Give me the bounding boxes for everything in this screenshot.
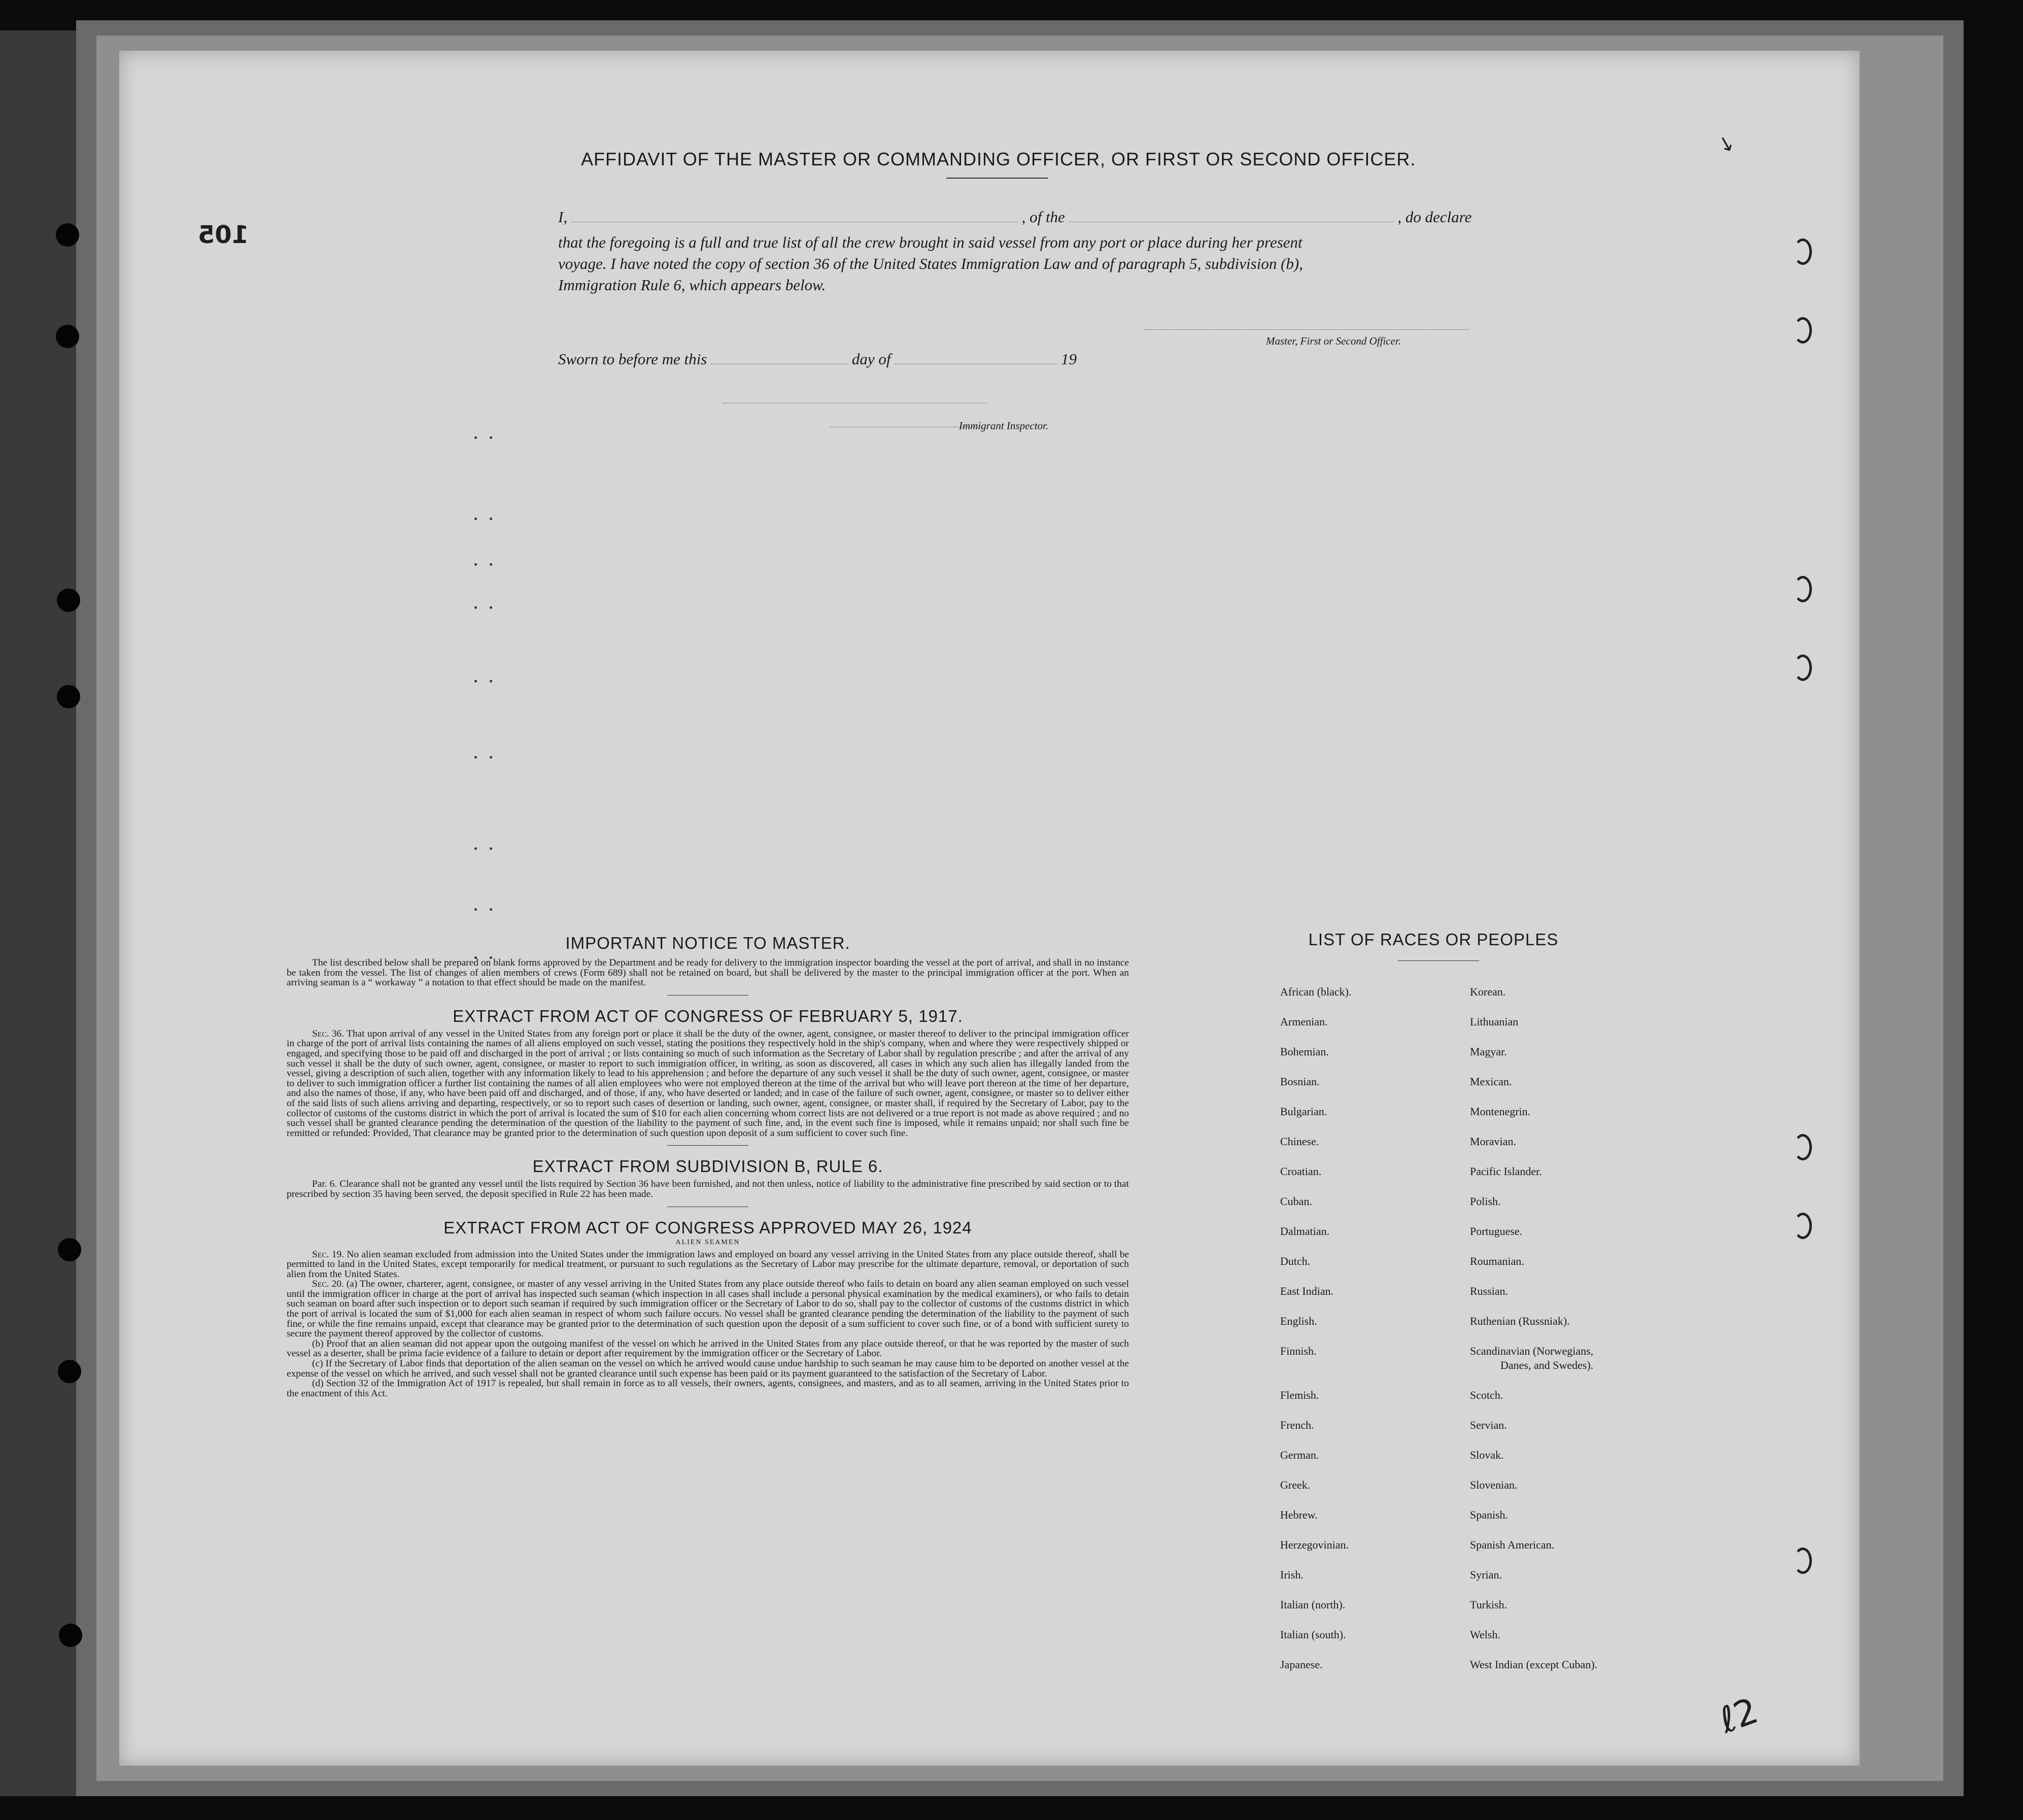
- margin-dot: [490, 847, 492, 850]
- sec20-label: Sec. 20.: [312, 1279, 344, 1290]
- race-item: Dutch.: [1280, 1255, 1311, 1267]
- extract-1917-text: [287, 1029, 1129, 1139]
- affidavit-declare-line: [558, 208, 1614, 226]
- race-item: Moravian.: [1470, 1135, 1517, 1148]
- race-item: Croatian.: [1280, 1165, 1322, 1178]
- signature-label: Master, First or Second Officer.: [1266, 335, 1401, 347]
- binder-hole: [58, 1360, 81, 1383]
- binder-clip: [1794, 655, 1812, 681]
- race-item-continuation: Danes, and Swedes).: [1500, 1359, 1594, 1371]
- binder-clip: [1794, 1134, 1812, 1160]
- alien-seamen-subheading: ALIEN SEAMEN: [675, 1238, 740, 1246]
- race-item: West Indian (except Cuban).: [1470, 1658, 1598, 1671]
- notices-column: [287, 934, 1129, 1398]
- race-item: Spanish American.: [1470, 1538, 1555, 1551]
- margin-dot: [490, 518, 492, 520]
- race-item: Portuguese.: [1470, 1225, 1523, 1238]
- notice-text: [287, 958, 1129, 988]
- handwritten-mark: ℓ2: [1714, 1689, 1764, 1742]
- race-item: Pacific Islander.: [1470, 1165, 1542, 1178]
- binder-clip: [1794, 1213, 1812, 1239]
- race-item: Bulgarian.: [1280, 1105, 1327, 1118]
- inspector-label: Immigrant Inspector.: [959, 420, 1049, 432]
- margin-dot: [474, 436, 477, 439]
- races-underline: [1398, 960, 1479, 961]
- vessel-name-blank[interactable]: [1069, 221, 1394, 222]
- notice-heading: IMPORTANT NOTICE TO MASTER.: [565, 934, 850, 952]
- race-item: Slovak.: [1470, 1449, 1504, 1461]
- margin-dot: [490, 756, 492, 759]
- race-item: Scotch.: [1470, 1389, 1503, 1401]
- rule6-paragraph: Par. 6. Clearance shall not be granted any vessel until the lists required by Section 36 have been furnished, and not then unless, notice of liability to the administrative fine prescribed by said section or to that prescribed by section 35 having been served, the deposit specified in Rule 22 has been made.: [287, 1179, 1129, 1199]
- officer-name-blank[interactable]: [571, 221, 1018, 222]
- margin-dot: [490, 436, 492, 439]
- declare-end: , do declare: [1397, 208, 1472, 226]
- margin-dot: [474, 518, 477, 520]
- sec19-text: No alien seaman excluded from admission into the United States under the immigration laws and employed on board any vessel arriving in the United States from any place outside thereof, shall be permitted to land in the United States, except temporarily for medical treatment, or pursuant to such regulations as the Secretary of Labor may prescribe for the ultimate departure, removal, or deportation of such alien from the United States.: [287, 1249, 1129, 1280]
- race-item: Bosnian.: [1280, 1075, 1320, 1088]
- binder-clip: [1794, 576, 1812, 602]
- race-item: Servian.: [1470, 1419, 1507, 1431]
- declare-of: , of the: [1021, 208, 1065, 226]
- extract-1924-heading: EXTRACT FROM ACT OF CONGRESS APPROVED MAY 26, 1924: [443, 1218, 972, 1237]
- sworn-prefix: Sworn to before me this: [558, 350, 707, 368]
- race-item: Polish.: [1470, 1195, 1501, 1208]
- race-item: Dalmatian.: [1280, 1225, 1330, 1238]
- extract-1924-text: [287, 1250, 1129, 1399]
- affidavit-body-line-2: voyage. I have noted the copy of section 36 of the United States Immigration Law and of paragraph 5, subdivision (b),: [558, 255, 1303, 272]
- sec36-text: That upon arrival of any vessel in the United States from any foreign port or place it shall be the duty of the owner, agent, consignee, or master thereof to deliver to the principal immigration officer in charge of the port of arrival lists containing the names of all aliens employed on such vessel, stating the positions they respectively hold in the ship's company, when and where they were respectively shipped or engaged, and specifying those to be paid off and discharged in the port of arrival ; or lists containing so much of such information as the Secretary of Labor shall by regulation prescribe ; and after the arrival of any such vessel it shall be the duty of such owner, agent, consignee, or master to report to such immigration officer, in writing, as soon as discovered, all cases in which any such alien has illegally landed from the vessel, giving a description of such alien, together with any information likely to lead to his apprehension ; and before the departure of any such vessel it shall be the duty of such owner, agent, consignee, or master to deliver to such immigration officer a further list containing the names of all alien employees who were not employed thereon at the time of the arrival but who will leave port thereon at the time of her departure, and also the names of those, if any, who have been paid off and discharged, and of those, if any, who have deserted or landed; and in case of the failure of such owner, agent, consignee, or master so to deliver either of the said lists of such aliens arriving and departing, respectively, or so to report such cases of desertion or landing, such owner, agent, consignee, or master shall, if required by the Secretary of Labor, pay to the collector of customs of the customs district in which the port of arrival is located the sum of $10 for each alien concerning whom correct lists are not delivered or a true report is not made as above required ; and no such vessel shall be granted clearance pending the determination of the question of the liability to the payment of such fine, and, in the event such fine is imposed, while it remains unpaid; nor shall such fine be remitted or refunded: Provided, That clearance may be granted prior to the determination of such question upon deposit of a sum sufficient to cover such fine.: [287, 1028, 1129, 1139]
- race-item: Ruthenian (Russniak).: [1470, 1315, 1570, 1327]
- race-item: Chinese.: [1280, 1135, 1319, 1148]
- declare-i: I,: [558, 208, 568, 226]
- race-item: Korean.: [1470, 985, 1506, 998]
- race-item: Mexican.: [1470, 1075, 1512, 1088]
- race-item: Cuban.: [1280, 1195, 1312, 1208]
- race-item: Lithuanian: [1470, 1015, 1519, 1028]
- race-item: Magyar.: [1470, 1045, 1507, 1058]
- race-item: Welsh.: [1470, 1628, 1500, 1641]
- race-item: English.: [1280, 1315, 1317, 1327]
- race-item: Greek.: [1280, 1479, 1311, 1491]
- binder-hole: [58, 1238, 81, 1261]
- margin-dot: [490, 563, 492, 566]
- race-item: Italian (south).: [1280, 1628, 1346, 1641]
- extract-1917-heading: EXTRACT FROM ACT OF CONGRESS OF FEBRUARY 5, 1917.: [453, 1006, 963, 1025]
- race-item: Hebrew.: [1280, 1508, 1318, 1521]
- race-item: Flemish.: [1280, 1389, 1319, 1401]
- affidavit-body-line-3: Immigration Rule 6, which appears below.: [558, 276, 826, 294]
- sworn-date-blank[interactable]: [711, 363, 848, 364]
- notice-paragraph: The list described below shall be prepared on blank forms approved by the Department and be ready for delivery to the immigration inspector boarding the vessel at the port of arrival, and shall in no instance be taken from the vessel. The list of changes of alien members of crews (Form 689) shall not be retained on board, but shall be delivered by the master to the principal immigration officer at the port. When an arriving seaman is a “ workaway ” a notation to that effect should be made on the manifest.: [287, 957, 1129, 988]
- sec20d-text: (d) Section 32 of the Immigration Act of 1917 is repealed, but shall remain in force as to all vessels, their owners, agents, consignees, and masters, and as to all seamen, arriving in the United States prior to the enactment of this Act.: [287, 1378, 1129, 1399]
- binder-clip: [1794, 238, 1812, 265]
- margin-dot: [490, 908, 492, 911]
- sec20b-text: (b) Proof that an alien seaman did not appear upon the outgoing manifest of the vessel on which he arrived in the United States from any place outside thereof, or that he was reported by the master of such vessel as a deserter, shall be prima facie evidence of a failure to detain or deport after requirement by the immigration officer or the Secretary of Labor.: [287, 1338, 1129, 1359]
- section-divider: [667, 1145, 748, 1146]
- margin-dot: [474, 606, 477, 609]
- race-item: Armenian.: [1280, 1015, 1328, 1028]
- binder-hole: [56, 325, 79, 348]
- race-item: Syrian.: [1470, 1568, 1502, 1581]
- extract-rule6-text: [287, 1179, 1129, 1199]
- margin-dot: [474, 908, 477, 911]
- binder-hole: [57, 685, 80, 708]
- affidavit-title: AFFIDAVIT OF THE MASTER OR COMMANDING OFFICER, OR FIRST OR SECOND OFFICER.: [581, 149, 1416, 169]
- binder-clip: [1794, 317, 1812, 344]
- race-item: Herzegovinian.: [1280, 1538, 1349, 1551]
- race-item: Spanish.: [1470, 1508, 1508, 1521]
- sec20c-text: (c) If the Secretary of Labor finds that deportation of the alien seaman on the vessel on which he arrived would cause undue hardship to such seaman he may cause him to be deported on another vessel at the expense of the vessel on which he arrived, and such vessel shall not be granted clearance until such expense has been paid or its payment guaranteed to the satisfaction of the Secretary of Labor.: [287, 1358, 1129, 1379]
- inspector-signature-line[interactable]: [723, 402, 987, 403]
- affidavit-page: [119, 51, 1860, 1766]
- margin-dot: [474, 680, 477, 682]
- sec19-label: Sec. 19.: [312, 1249, 345, 1260]
- sworn-year: 19: [1060, 350, 1077, 368]
- margin-dot: [474, 563, 477, 566]
- handwritten-tick: ↘: [1715, 130, 1737, 157]
- race-item: Italian (north).: [1280, 1598, 1346, 1611]
- sec36-label: Sec. 36.: [312, 1028, 345, 1039]
- affidavit-body-line-1: that the foregoing is a full and true list of all the crew brought in said vessel from any port or place during her present: [558, 233, 1302, 251]
- binder-clip: [1794, 1548, 1812, 1574]
- race-item: Japanese.: [1280, 1658, 1323, 1671]
- race-item: East Indian.: [1280, 1285, 1334, 1297]
- races-heading: LIST OF RACES OR PEOPLES: [1308, 930, 1559, 949]
- race-item: Roumanian.: [1470, 1255, 1524, 1267]
- sworn-month-blank[interactable]: [895, 363, 1057, 364]
- race-item: German.: [1280, 1449, 1319, 1461]
- extract-rule6-heading: EXTRACT FROM SUBDIVISION B, RULE 6.: [532, 1157, 883, 1176]
- race-item: French.: [1280, 1419, 1314, 1431]
- race-item: Russian.: [1470, 1285, 1508, 1297]
- sworn-day: day of: [851, 350, 891, 368]
- title-underline: [946, 178, 1048, 179]
- race-item: Scandinavian (Norwegians,: [1470, 1345, 1594, 1357]
- signature-line[interactable]: [1144, 329, 1469, 330]
- margin-dot: [474, 847, 477, 850]
- margin-dot: [490, 680, 492, 682]
- margin-dot: [490, 606, 492, 609]
- sec20a-text: (a) The owner, charterer, agent, consignee, or master of any vessel arriving in the United States from any place outside thereof who fails to detain on board any alien seaman employed on such vessel until the immigration officer in charge at the port of arrival has inspected such seaman (which inspection in all cases shall include a personal physical examination by the medical examiners), or who fails to detain such seaman on board after such inspection or to deport such seaman if required by such immigration officer or the Secretary of Labor to do so, shall pay to the collector of customs of the customs district in which the port of arrival is located the sum of $1,000 for each alien seaman in respect of whom such failure occurs. No vessel shall be granted clearance pending the determination of the liability to the payment of such fine, or while the fine remains unpaid, except that clearance may be granted prior to the determination of such question upon the deposit of a sum sufficient to cover such fine, or of a bond with sufficient surety to secure the payment thereof approved by the collector of customs.: [287, 1279, 1129, 1340]
- race-item: Irish.: [1280, 1568, 1304, 1581]
- race-item: Turkish.: [1470, 1598, 1507, 1611]
- race-item: Slovenian.: [1470, 1479, 1518, 1491]
- binder-hole: [57, 589, 80, 612]
- sworn-line: [558, 350, 1167, 368]
- binder-hole: [59, 1624, 82, 1647]
- handwritten-page-number: 105: [198, 221, 249, 249]
- race-item: Bohemian.: [1280, 1045, 1329, 1058]
- binder-hole: [56, 223, 79, 247]
- race-item: African (black).: [1280, 985, 1352, 998]
- race-item: Finnish.: [1280, 1345, 1317, 1357]
- race-item: Montenegrin.: [1470, 1105, 1531, 1118]
- margin-dot: [474, 756, 477, 759]
